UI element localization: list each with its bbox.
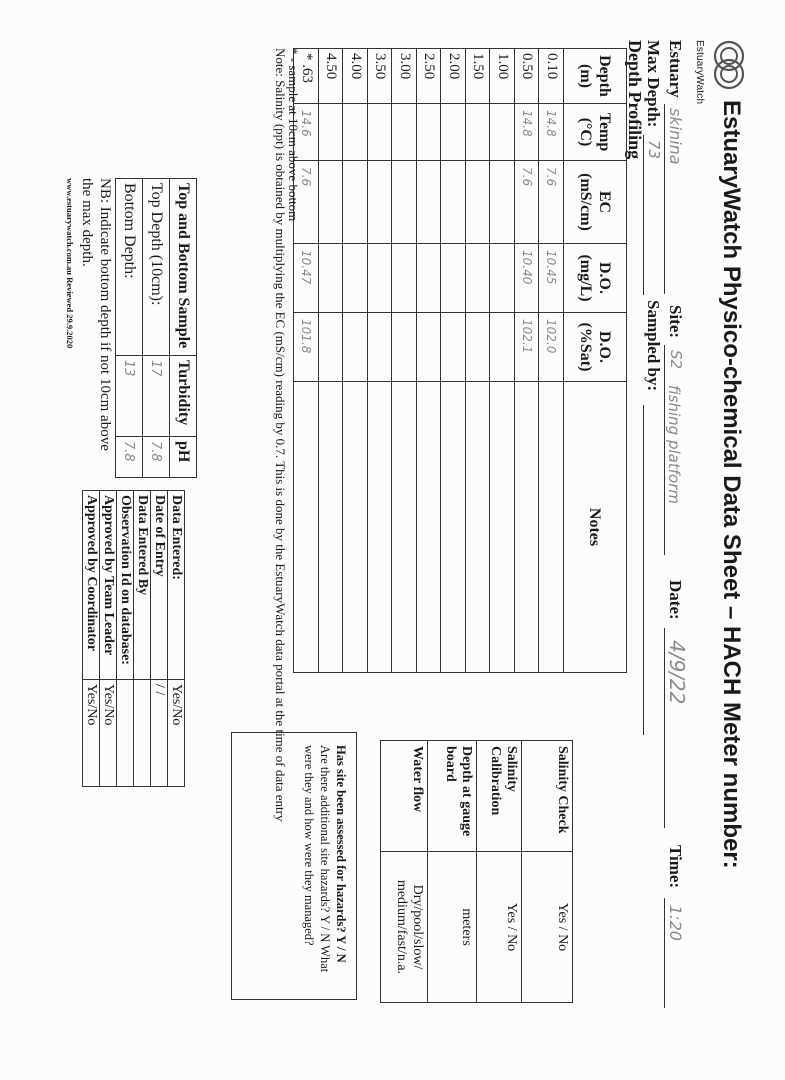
entry-value	[117, 680, 134, 787]
do-mgl-cell	[319, 244, 344, 313]
entry-label: Approved by Coordinator	[83, 491, 100, 680]
table-row	[368, 49, 393, 673]
depth-cell: 0.10	[539, 49, 564, 104]
check-label: Salinity Calibration	[477, 741, 522, 852]
do-sat-cell	[490, 313, 515, 382]
notes-cell	[319, 382, 344, 673]
footer-text: www.estuarywatch.com.au Reviewed 29.9.2020	[65, 178, 75, 349]
table-row	[116, 179, 143, 478]
entry-label: Data Entered By	[134, 491, 151, 680]
table-row	[100, 491, 117, 787]
sample-label: Top Depth (10cm):	[143, 179, 170, 356]
col-ph: pH	[170, 437, 197, 478]
table-row	[319, 49, 344, 673]
ec-cell	[392, 161, 417, 244]
notes-cell	[294, 382, 319, 673]
col-ec: EC (mS/cm)	[564, 161, 627, 244]
entry-value	[134, 680, 151, 787]
do-sat-cell: 101.8	[294, 313, 319, 382]
notes-cell	[343, 382, 368, 673]
notes-cell	[392, 382, 417, 673]
do-mgl-cell	[466, 244, 491, 313]
check-label: Depth at gauge board	[428, 741, 477, 852]
table-row	[117, 491, 134, 787]
do-mgl-cell: 10.47	[294, 244, 319, 313]
table-row	[428, 741, 477, 1003]
ec-cell	[466, 161, 491, 244]
site-underline	[664, 345, 665, 555]
table-row	[417, 49, 442, 673]
temp-cell	[368, 104, 393, 161]
do-mgl-cell	[490, 244, 515, 313]
depth-cell: 2.00	[441, 49, 466, 104]
check-value: Yes / No	[477, 852, 522, 1003]
hazard-title: Has site been assessed for hazards? Y / N	[334, 745, 348, 963]
ec-cell	[417, 161, 442, 244]
temp-cell	[466, 104, 491, 161]
depth-table-header	[564, 49, 627, 673]
time-value: 1:20	[666, 905, 685, 941]
temp-cell	[441, 104, 466, 161]
table-row	[539, 49, 564, 673]
site-value: S2	[667, 350, 685, 370]
table-row	[466, 49, 491, 673]
table-row	[477, 741, 522, 1003]
depth-cell: 4.00	[343, 49, 368, 104]
do-sat-cell	[319, 313, 344, 382]
estuary-value: skinina	[666, 108, 685, 165]
sample-table-header	[170, 179, 197, 478]
table-row	[392, 49, 417, 673]
ec-cell: 7.6	[515, 161, 540, 244]
hazard-text: Are there additional site hazards? Y / N What were they and how were they managed?	[302, 745, 332, 973]
table-row	[143, 179, 170, 478]
check-label: Salinity Check	[522, 741, 573, 852]
checks-table	[380, 740, 573, 1003]
time-label: Time:	[666, 845, 685, 889]
do-sat-cell	[343, 313, 368, 382]
do-mgl-cell	[417, 244, 442, 313]
date-underline	[664, 628, 665, 828]
depth-cell: 1.00	[490, 49, 515, 104]
table-row	[381, 741, 428, 1003]
temp-cell	[392, 104, 417, 161]
table-row	[83, 491, 100, 787]
time-underline	[664, 898, 665, 1008]
check-label: Water flow	[381, 741, 428, 852]
col-do-mgl: D.O. (mg/L)	[564, 244, 627, 313]
check-value: Yes / No	[522, 852, 573, 1003]
col-temp: Temp (°C)	[564, 104, 627, 161]
entry-label: Data Entered:	[168, 491, 185, 680]
notes-cell	[515, 382, 540, 673]
ec-cell	[441, 161, 466, 244]
do-sat-cell	[368, 313, 393, 382]
depth-cell: 1.50	[466, 49, 491, 104]
do-mgl-cell	[368, 244, 393, 313]
col-do-sat: D.O. (%Sat)	[564, 313, 627, 382]
max-depth-label: Max Depth:	[644, 40, 663, 128]
depth-profiling-title: Depth Profiling	[625, 40, 645, 160]
do-sat-cell: 102.0	[539, 313, 564, 382]
depth-cell: 2.50	[417, 49, 442, 104]
entry-label: Date of Entry	[151, 491, 168, 680]
col-turbidity: Turbidity	[170, 356, 197, 437]
entry-value: / /	[151, 680, 168, 787]
estuary-label: Estuary	[666, 40, 685, 98]
do-sat-cell	[392, 313, 417, 382]
do-sat-cell	[466, 313, 491, 382]
table-row	[134, 491, 151, 787]
ec-cell	[490, 161, 515, 244]
estuary-underline	[664, 104, 665, 294]
do-mgl-cell: 10.45	[539, 244, 564, 313]
data-entry-table	[82, 490, 185, 787]
temp-cell: 14.8	[515, 104, 540, 161]
sampled-by-underline	[643, 405, 644, 735]
ec-cell	[368, 161, 393, 244]
ec-cell	[319, 161, 344, 244]
temp-cell	[343, 104, 368, 161]
table-row	[168, 491, 185, 787]
depth-cell: * .63	[294, 49, 319, 104]
sample-label: Bottom Depth:	[116, 179, 143, 356]
table-row	[490, 49, 515, 673]
col-notes: Notes	[564, 382, 627, 673]
sampled-by-label: Sampled by:	[644, 300, 663, 392]
temp-cell	[490, 104, 515, 161]
entry-value: Yes/No	[100, 680, 117, 787]
ec-cell: 7.6	[539, 161, 564, 244]
col-depth: Depth (m)	[564, 49, 627, 104]
hazard-box	[231, 732, 357, 1000]
table-row	[515, 49, 540, 673]
footnote-salinity: Note: Salinity (ppt) is obtained by multiplying the EC (mS/cm) reading by 0.7. This is done by the EstuaryWatch data portal at the time of data entry	[273, 48, 288, 822]
depth-profiling-table	[294, 48, 628, 673]
entry-label: Observation Id on database:	[117, 491, 134, 680]
date-value: 4/9/22	[665, 640, 689, 705]
table-row	[441, 49, 466, 673]
ph-value: 7.8	[116, 437, 143, 478]
depth-cell: 0.50	[515, 49, 540, 104]
notes-cell	[441, 382, 466, 673]
notes-cell	[368, 382, 393, 673]
turbidity-value: 13	[116, 356, 143, 437]
turbidity-value: 17	[143, 356, 170, 437]
do-sat-cell: 102.1	[515, 313, 540, 382]
table-row	[343, 49, 368, 673]
logo-text: EstuaryWatch	[694, 40, 705, 105]
footnote-star: * - sample at 10cm above bottom	[286, 48, 301, 222]
temp-cell	[417, 104, 442, 161]
check-value: Dry/pool/slow/ medium/fast/n.a.	[381, 852, 428, 1003]
notes-cell	[539, 382, 564, 673]
estuarywatch-logo-icon	[701, 40, 749, 90]
col-sample: Top and Bottom Sample	[170, 179, 197, 356]
do-mgl-cell: 10.40	[515, 244, 540, 313]
nb-note: NB: Indicate bottom depth if not 10cm above the max depth.	[79, 178, 113, 451]
temp-cell: 14.6	[294, 104, 319, 161]
notes-cell	[466, 382, 491, 673]
depth-cell: 3.00	[392, 49, 417, 104]
ec-cell: 7.6	[294, 161, 319, 244]
notes-cell	[490, 382, 515, 673]
notes-cell	[417, 382, 442, 673]
max-depth-value: 73	[645, 140, 663, 160]
site-label: Site:	[666, 305, 685, 339]
temp-cell: 14.8	[539, 104, 564, 161]
depth-cell: 4.50	[319, 49, 344, 104]
entry-value: Yes/No	[168, 680, 185, 787]
table-row	[151, 491, 168, 787]
table-row	[522, 741, 573, 1003]
depth-cell: 3.50	[368, 49, 393, 104]
do-sat-cell	[441, 313, 466, 382]
do-mgl-cell	[343, 244, 368, 313]
entry-label: Approved by Team Leader	[100, 491, 117, 680]
do-mgl-cell	[392, 244, 417, 313]
check-value: meters	[428, 852, 477, 1003]
entry-value: Yes/No	[83, 680, 100, 787]
ec-cell	[343, 161, 368, 244]
sample-table	[115, 178, 197, 478]
ph-value: 7.8	[143, 437, 170, 478]
site-name-value: fishing platform	[665, 385, 683, 504]
do-sat-cell	[417, 313, 442, 382]
temp-cell	[319, 104, 344, 161]
do-mgl-cell	[441, 244, 466, 313]
date-label: Date:	[666, 580, 685, 620]
page-title: EstuaryWatch Physico-chemical Data Sheet – HACH Meter number:	[718, 100, 745, 869]
